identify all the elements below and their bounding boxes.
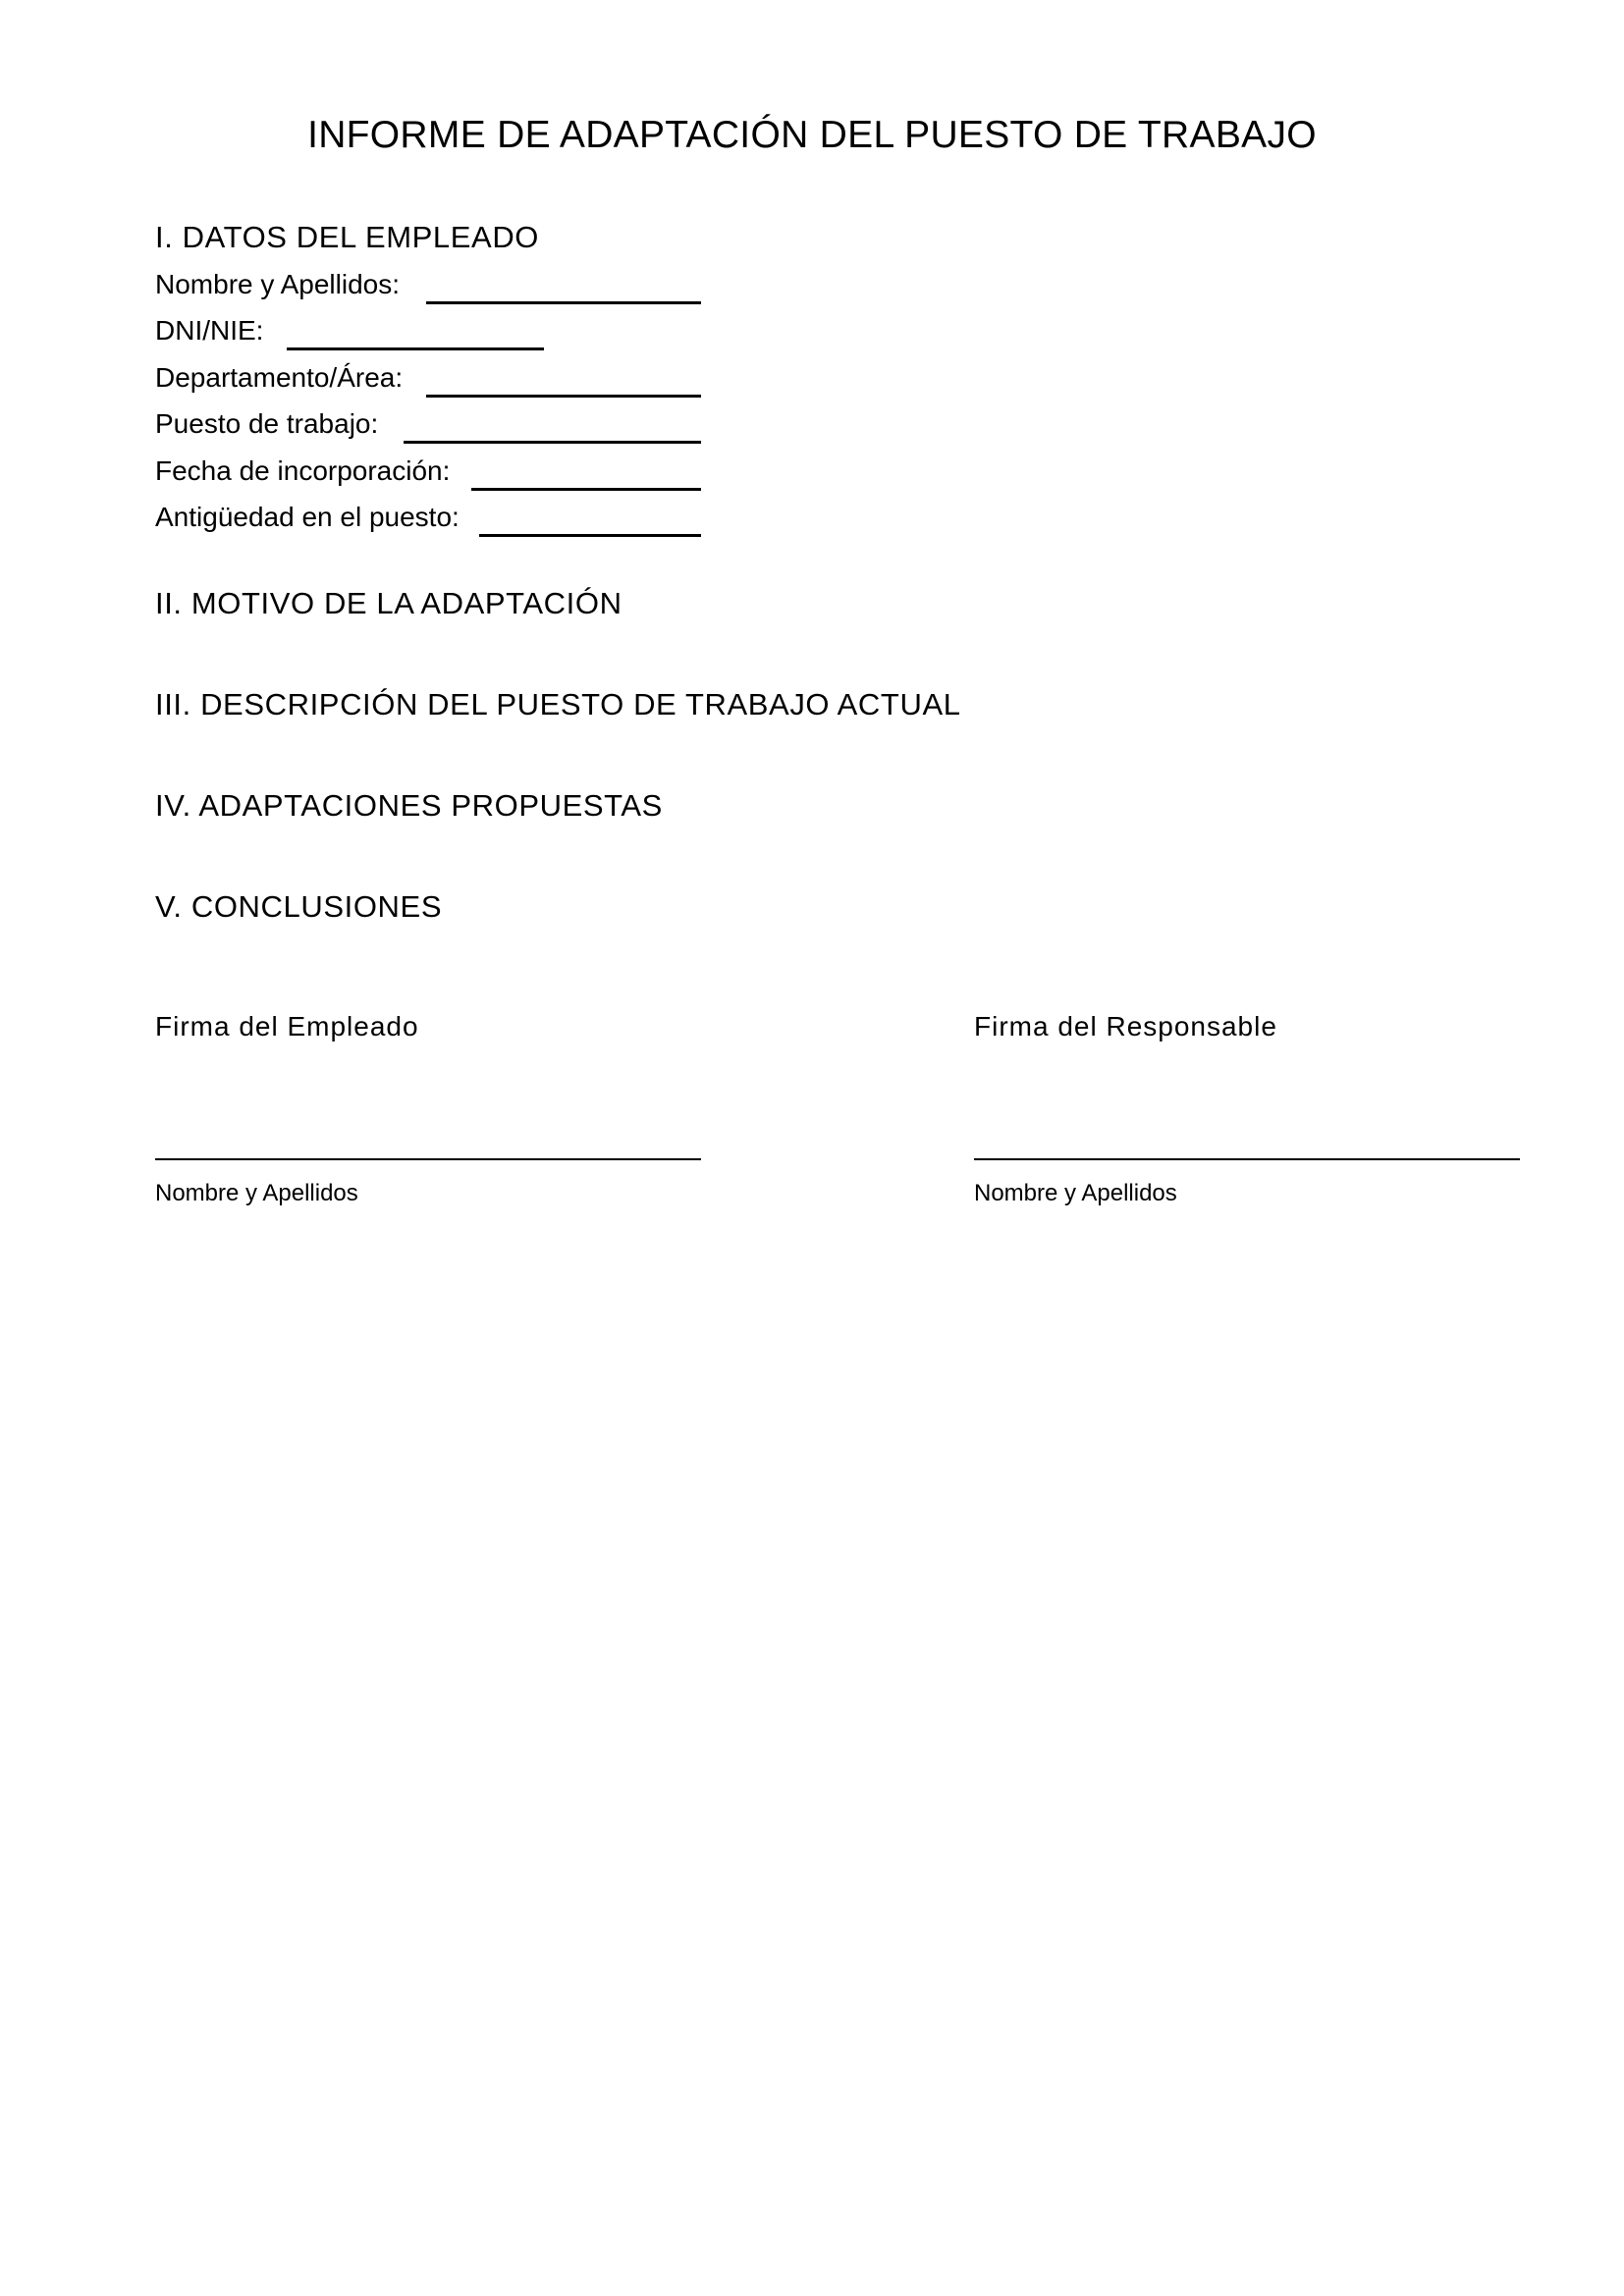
blank-line-puesto-trabajo[interactable] — [404, 441, 701, 444]
field-label: Fecha de incorporación: — [155, 455, 451, 486]
signature-line[interactable] — [974, 1158, 1520, 1160]
field-fecha-incorporacion — [155, 455, 705, 495]
section-heading-motivo-adaptacion: II. MOTIVO DE LA ADAPTACIÓN — [155, 586, 623, 620]
signature-name-label: Nombre y Apellidos — [974, 1180, 1177, 1206]
field-departamento-area — [155, 362, 705, 401]
signature-name-label: Nombre y Apellidos — [155, 1180, 358, 1206]
field-antiguedad-puesto — [155, 502, 705, 541]
field-puesto-trabajo — [155, 408, 705, 448]
blank-line-departamento-area[interactable] — [426, 395, 701, 398]
blank-line-fecha-incorporacion[interactable] — [471, 488, 701, 491]
section-heading-datos-empleado: I. DATOS DEL EMPLEADO — [155, 220, 540, 254]
signature-line[interactable] — [155, 1158, 701, 1160]
blank-line-nombre-apellidos[interactable] — [426, 301, 701, 304]
signature-title: Firma del Empleado — [155, 1011, 419, 1041]
field-nombre-apellidos — [155, 269, 705, 308]
field-label: Antigüedad en el puesto: — [155, 502, 460, 532]
blank-line-dni-nie[interactable] — [287, 347, 544, 350]
document-title: INFORME DE ADAPTACIÓN DEL PUESTO DE TRABAJO — [307, 114, 1317, 156]
field-dni-nie — [155, 315, 705, 354]
field-label: Departamento/Área: — [155, 362, 404, 393]
field-label: Puesto de trabajo: — [155, 408, 379, 439]
blank-line-antiguedad-puesto[interactable] — [479, 534, 701, 537]
field-label: Nombre y Apellidos: — [155, 269, 401, 299]
section-heading-descripcion-puesto: III. DESCRIPCIÓN DEL PUESTO DE TRABAJO ACTUAL — [155, 687, 961, 721]
section-heading-conclusiones: V. CONCLUSIONES — [155, 889, 443, 924]
field-label: DNI/NIE: — [155, 315, 264, 346]
signature-title: Firma del Responsable — [974, 1011, 1277, 1041]
section-heading-adaptaciones-propuestas: IV. ADAPTACIONES PROPUESTAS — [155, 788, 663, 823]
